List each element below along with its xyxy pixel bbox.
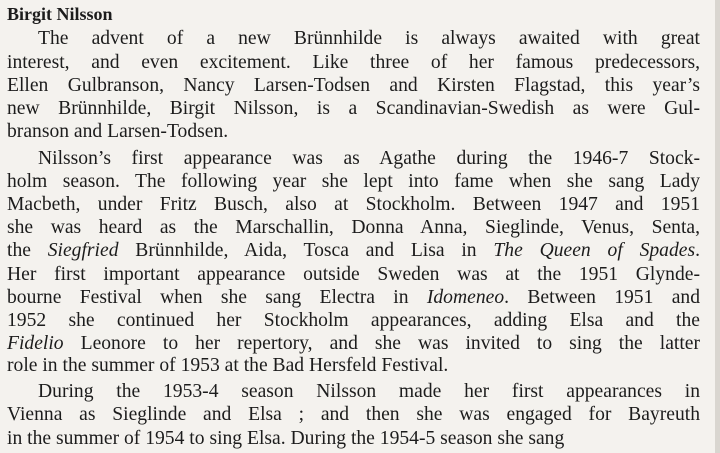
italic-title: Idomeneo <box>426 287 505 308</box>
text-line <box>7 310 700 332</box>
text-run: Her first important appearance outside Sweden was at the 1951 Glynde- <box>7 264 700 285</box>
text-line <box>7 121 228 143</box>
text-run: Leonore to her repertory, and she was invited to sing the latter <box>63 333 700 354</box>
text-line <box>7 287 700 309</box>
text-line <box>7 98 700 120</box>
text-run: role in the summer of 1953 at the Bad Hersfeld Festival. <box>7 355 449 376</box>
page-edge <box>715 0 720 453</box>
text-run: The advent of a new Brünnhilde is always awaited with great <box>38 28 700 49</box>
italic-title: The Queen of Spades <box>493 240 696 261</box>
text-run: 1952 she continued her Stockholm appearances, adding Elsa and the <box>7 310 700 331</box>
text-run: Ellen Gulbranson, Nancy Larsen-Todsen and Kirsten Flagstad, this year’s <box>7 75 700 96</box>
text-line <box>7 217 700 239</box>
text-line <box>38 148 700 170</box>
text-line <box>38 28 700 50</box>
text-line <box>7 52 700 74</box>
italic-title: Siegfried <box>47 240 119 261</box>
text-line <box>7 264 700 286</box>
text-run: Vienna as Sieglinde and Elsa ; and then she was engaged for Bayreuth <box>7 404 700 425</box>
text-run: she was heard as the Marschallin, Donna Anna, Sieglinde, Venus, Senta, <box>7 217 700 238</box>
text-run: new Brünnhilde, Birgit Nilsson, is a Scandinavian-Swedish as were Gul- <box>7 98 700 119</box>
text-run: Macbeth, under Fritz Busch, also at Stockholm. Between 1947 and 1951 <box>7 194 700 215</box>
text-run: branson and Larsen-Todsen. <box>7 121 229 142</box>
text-run: in the summer of 1954 to sing Elsa. During the 1954-5 season she sang <box>7 428 565 449</box>
text-line <box>7 194 700 216</box>
text-line <box>7 404 700 426</box>
text-line <box>7 355 448 377</box>
text-run: the <box>7 240 48 261</box>
text-line <box>7 240 700 262</box>
text-line <box>7 333 700 355</box>
text-run: interest, and even excitement. Like three of her famous predecessors, <box>7 52 700 73</box>
text-line <box>7 428 564 450</box>
italic-title: Fidelio <box>7 333 64 354</box>
text-line <box>38 381 700 403</box>
text-run: . <box>695 240 700 261</box>
text-run: During the 1953-4 season Nilsson made her first appearances in <box>38 381 700 402</box>
text-run: Nilsson’s first appearance was as Agathe during the 1946-7 Stock- <box>38 148 700 169</box>
text-run: bourne Festival when she sang Electra in <box>7 287 427 308</box>
text-line <box>7 75 700 97</box>
text-run: . Between 1951 and <box>504 287 700 308</box>
text-line <box>7 171 700 193</box>
article-heading: Birgit Nilsson <box>7 4 113 24</box>
text-run: holm season. The following year she lept into fame when she sang Lady <box>7 171 700 192</box>
text-run: Brünnhilde, Aida, Tosca and Lisa in <box>118 240 494 261</box>
